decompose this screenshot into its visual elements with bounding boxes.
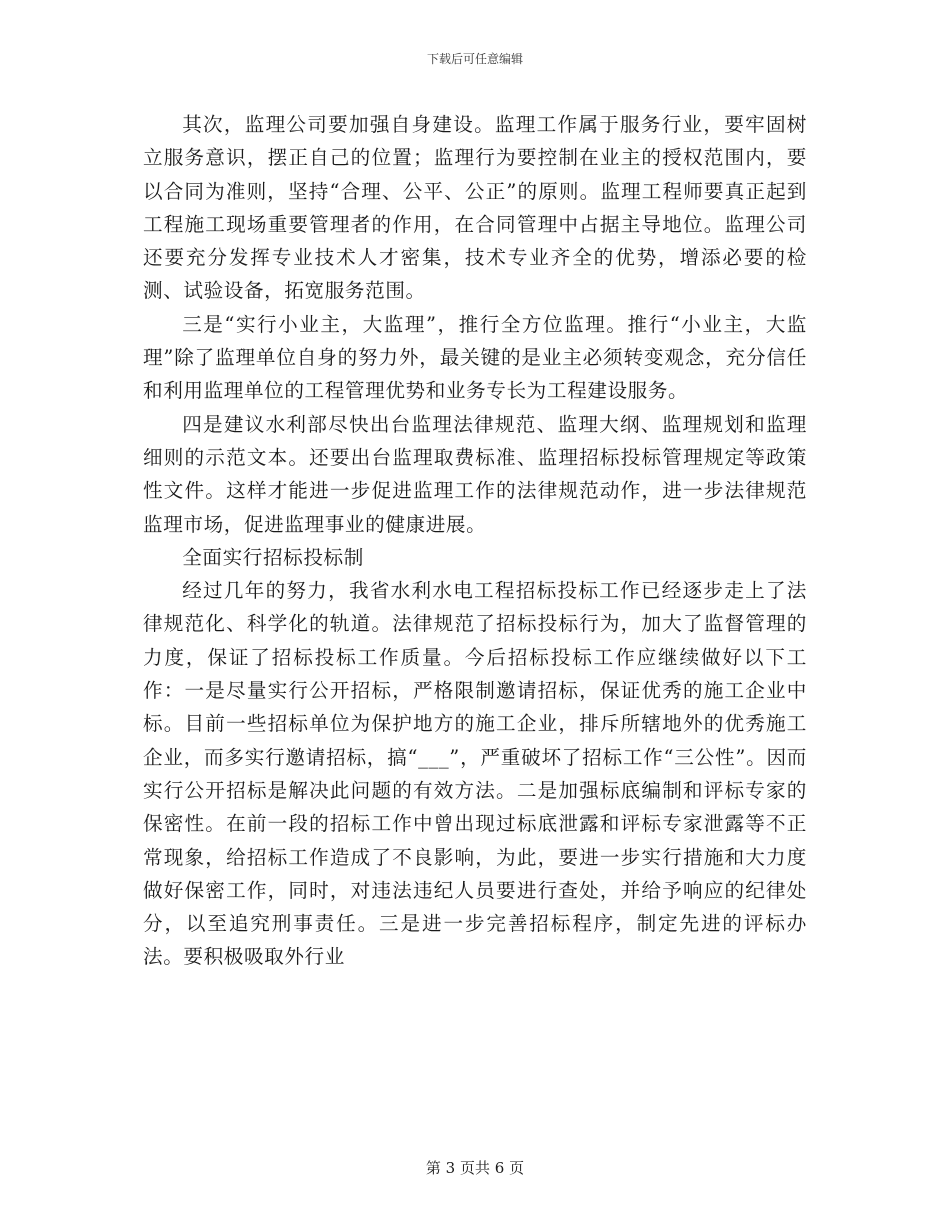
paragraph-ministry-suggestion: 四是建议水利部尽快出台监理法律规范、监理大纲、监理规划和监理细则的示范文本。还要出台监理取费标准、监理招标投标管理规定等政策性文件。这样才能进一步促进监理工作的法律规范动作，进一步法律规范监理市场，促进监理事业的健康进展。 (143, 412, 807, 536)
page-footer: 第 3 页共 6 页 (425, 1159, 525, 1177)
paragraph-bidding-work: 经过几年的努力，我省水利水电工程招标投标工作已经逐步走上了法律规范化、科学化的轨道。法律规范了招标投标行为，加大了监督管理的力度，保证了招标投标工作质量。今后招标投标工作应继续做好以下工作：一是尽量实行公开招标，严格限制邀请招标，保证优秀的施工企业中标。目前一些招标单位为保护地方的施工企业，排斥所辖地外的优秀施工企业，而多实行邀请招标，搞“___”，严重破坏了招标工作“三公性”。因而实行公开招标是解决此问题的有效方法。二是加强标底编制和评标专家的保密性。在前一段的招标工作中曾出现过标底泄露和评标专家泄露等不正常现象，给招标工作造成了不良影响，为此，要进一步实行措施和大力度做好保密工作，同时，对违法违纪人员要进行查处，并给予响应的纪律处分，以至追究刑事责任。三是进一步完善招标程序，制定先进的评标办法。要积极吸取外行业 (143, 579, 807, 969)
paragraph-supervision-company: 其次，监理公司要加强自身建设。监理工作属于服务行业，要牢固树立服务意识，摆正自己的位置；监理行为要控制在业主的授权范围内，要以合同为准则，坚持“合理、公平、公正”的原则。监理工程师要真正起到工程施工现场重要管理者的作用，在合同管理中占据主导地位。监理公司还要充分发挥专业技术人才密集，技术专业齐全的优势，增添必要的检测、试验设备，拓宽服务范围。 (143, 113, 807, 303)
page-header: 下载后可任意编辑 (426, 52, 523, 66)
document-body (143, 108, 807, 974)
section-heading-bidding: 全面实行招标投标制 (182, 545, 364, 569)
paragraph-small-owner-big-supervision: 三是“实行小业主，大监理”，推行全方位监理。推行“小业主，大监理”除了监理单位自身的努力外，最关键的是业主必须转变观念，充分信任和利用监理单位的工程管理优势和业务专长为工程建设服务。 (143, 312, 807, 403)
